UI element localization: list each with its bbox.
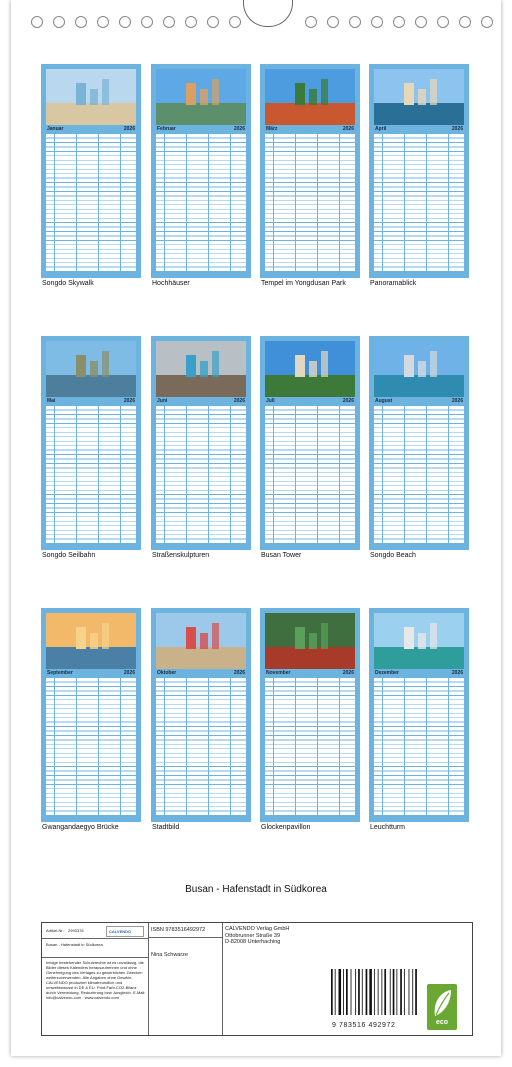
barcode [329, 969, 419, 1021]
month-photo [374, 341, 464, 397]
publisher-address [225, 926, 335, 946]
binding-hole [141, 16, 153, 28]
month-year: 2026 [233, 398, 245, 404]
photo-image [374, 613, 464, 669]
month-year: 2026 [342, 126, 354, 132]
month-name: September [47, 670, 73, 676]
month-panel [369, 608, 469, 822]
month-name: Mai [47, 398, 56, 404]
month-photo [374, 69, 464, 125]
month-day-grid [265, 406, 355, 544]
divider [42, 957, 148, 958]
month-header [156, 126, 246, 133]
photo-image [156, 613, 246, 669]
binding-hole [437, 16, 449, 28]
calvendo-logo [106, 926, 144, 937]
month-caption: Stadtbild [152, 824, 180, 831]
binding-hole [31, 16, 43, 28]
month-year: 2026 [342, 398, 354, 404]
photo-image [374, 341, 464, 397]
month-header [265, 126, 355, 133]
month-caption: Straßenskulpturen [152, 552, 210, 559]
binding-hole [119, 16, 131, 28]
binding-hole [393, 16, 405, 28]
eco-label: eco [435, 1019, 449, 1026]
month-year: 2026 [233, 126, 245, 132]
photo-image [46, 69, 136, 125]
month-day-grid [156, 134, 246, 272]
month-year: 2026 [123, 126, 135, 132]
month-day-grid [156, 678, 246, 816]
month-caption: Panoramablick [370, 280, 417, 287]
eco-badge [427, 984, 457, 1030]
month-year: 2026 [451, 398, 463, 404]
month-name: August [375, 398, 393, 404]
legal-text: Infolge bestehender Schutzrechte ist es unzulässig, die Bilder dieses Kalenders herauszutrennen und ohne Genehmigung des Verlages zu gewerblichen Zwecken weiterzuverwenden. Alle Angaben ohne Gewähr. CALVENDO produziert klimafreundlich und umweltbewusst in DE & EU. Print-Farb-CO2-Bilanz durch Vermeidung, Reduzierung bzw. Ausgleich. E-Mail: info@calvendo.com · www.calvendo.com [46, 960, 146, 1000]
binding-hole [163, 16, 175, 28]
photo-image [374, 69, 464, 125]
month-year: 2026 [123, 670, 135, 676]
month-name: Februar [157, 126, 176, 132]
article-number: 2993376 [68, 928, 84, 933]
binding-hole [207, 16, 219, 28]
month-header [265, 398, 355, 405]
month-caption: Songdo Skywalk [42, 280, 94, 287]
publisher-city: D-82008 Unterhaching [225, 939, 281, 945]
month-day-grid [46, 406, 136, 544]
month-day-grid [265, 134, 355, 272]
month-name: Oktober [157, 670, 177, 676]
month-name: Dezember [375, 670, 399, 676]
divider [42, 938, 148, 939]
month-day-grid [374, 134, 464, 272]
month-header [374, 398, 464, 405]
month-photo [156, 69, 246, 125]
month-caption: Hochhäuser [152, 280, 190, 287]
binding-hole [459, 16, 471, 28]
month-panel [41, 64, 141, 278]
author-name: Nina Schwarze [151, 952, 188, 958]
binding-hole [97, 16, 109, 28]
footer-mid-column [148, 923, 223, 1035]
binding-hole [349, 16, 361, 28]
month-day-grid [265, 678, 355, 816]
isbn: ISBN 9783516492972 [151, 927, 206, 933]
month-header [156, 398, 246, 405]
binding-holes [31, 16, 511, 28]
article-label: Artikel-Nr.: [46, 928, 65, 933]
month-photo [46, 69, 136, 125]
photo-image [265, 69, 355, 125]
photo-image [265, 341, 355, 397]
month-day-grid [374, 678, 464, 816]
binding-hole [75, 16, 87, 28]
month-photo [265, 341, 355, 397]
photo-image [156, 69, 246, 125]
month-name: Juni [157, 398, 168, 404]
month-header [46, 398, 136, 405]
month-header [46, 670, 136, 677]
month-caption: Tempel im Yongdusan Park [261, 280, 346, 287]
calendar-title: Busan - Hafenstadt in Südkorea [185, 884, 327, 895]
month-panel [151, 64, 251, 278]
publisher-street: Ottobrunner Straße 39 [225, 932, 281, 939]
binding-hole [53, 16, 65, 28]
binding-hole [371, 16, 383, 28]
month-header [46, 126, 136, 133]
month-panel [260, 336, 360, 550]
divider [148, 937, 222, 938]
month-caption: Leuchtturm [370, 824, 406, 831]
month-header [374, 126, 464, 133]
month-photo [265, 69, 355, 125]
barcode-bars [329, 969, 419, 1015]
footer-left-column [42, 923, 149, 1035]
binding-hole [305, 16, 317, 28]
month-day-grid [156, 406, 246, 544]
month-year: 2026 [123, 398, 135, 404]
month-photo [46, 341, 136, 397]
photo-image [265, 613, 355, 669]
month-photo [156, 613, 246, 669]
month-day-grid [374, 406, 464, 544]
month-year: 2026 [342, 670, 354, 676]
photo-image [46, 341, 136, 397]
month-name: April [375, 126, 387, 132]
product-line: Busan - Hafenstadt in Südkorea [46, 942, 103, 947]
footer-info-box [41, 922, 473, 1036]
month-photo [265, 613, 355, 669]
month-panel [260, 608, 360, 822]
month-photo [374, 613, 464, 669]
month-name: März [266, 126, 278, 132]
barcode-digits: 9 783516 492972 [332, 1022, 396, 1029]
binding-hole [185, 16, 197, 28]
month-panel [369, 336, 469, 550]
month-panel [369, 64, 469, 278]
month-day-grid [46, 678, 136, 816]
month-name: Juli [266, 398, 275, 404]
month-year: 2026 [451, 126, 463, 132]
month-name: November [266, 670, 291, 676]
month-photo [156, 341, 246, 397]
month-panel [41, 608, 141, 822]
photo-image [156, 341, 246, 397]
month-year: 2026 [451, 670, 463, 676]
binding-hole [327, 16, 339, 28]
publisher-name: CALVENDO Verlag GmbH [225, 926, 290, 932]
month-photo [46, 613, 136, 669]
month-caption: Busan Tower [261, 552, 302, 559]
photo-image [46, 613, 136, 669]
month-header [374, 670, 464, 677]
binding-hole [481, 16, 493, 28]
month-panel [151, 608, 251, 822]
calvendo-logo-text: CALVENDO [109, 929, 132, 934]
month-header [265, 670, 355, 677]
month-caption: Songdo Seilbahn [42, 552, 96, 559]
binding-hole [415, 16, 427, 28]
month-caption: Gwangandaegyo Brücke [42, 824, 119, 831]
month-day-grid [46, 134, 136, 272]
month-panel [41, 336, 141, 550]
month-caption: Songdo Beach [370, 552, 416, 559]
month-caption: Glockenpavillon [261, 824, 311, 831]
month-panel [151, 336, 251, 550]
month-panel [260, 64, 360, 278]
binding-hole [229, 16, 241, 28]
month-year: 2026 [233, 670, 245, 676]
month-name: Januar [47, 126, 64, 132]
month-header [156, 670, 246, 677]
